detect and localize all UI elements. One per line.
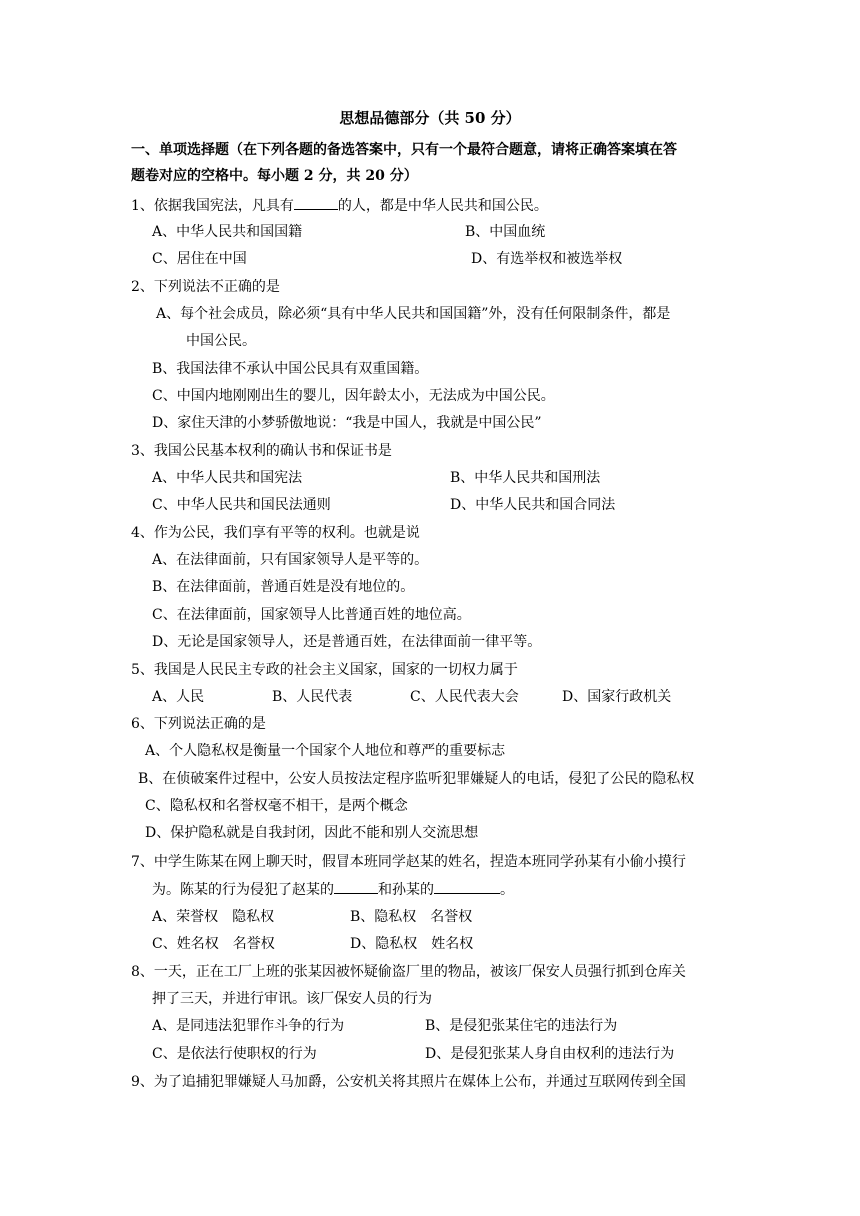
question-7-option-a: A、荣誉权 隐私权 (152, 909, 275, 925)
question-6-option-b: B、在侦破案件过程中，公安人员按法定程序监听犯罪嫌疑人的电话，侵犯了公民的隐私权 (138, 771, 695, 787)
question-1-option-b: B、中国血统 (465, 224, 546, 240)
question-3-option-b: B、中华人民共和国刑法 (450, 470, 601, 486)
question-7-stem-line1: 7、中学生陈某在网上聊天时，假冒本班同学赵某的姓名，捏造本班同学孙某有小偷小摸行 (131, 854, 686, 870)
question-2-option-b: B、我国法律不承认中国公民具有双重国籍。 (152, 361, 429, 377)
answer-blank (434, 879, 500, 894)
question-3-option-c: C、中华人民共和国民法通则 (152, 497, 331, 513)
question-5-option-a: A、人民 (152, 689, 205, 705)
question-6-option-a: A、个人隐私权是衡量一个国家个人地位和尊严的重要标志 (145, 743, 506, 759)
question-1-option-a: A、中华人民共和国国籍 (152, 224, 303, 240)
question-5-option-d: D、国家行政机关 (562, 689, 672, 705)
answer-blank (294, 195, 338, 210)
question-4-option-a: A、在法律面前，只有国家领导人是平等的。 (152, 552, 429, 568)
question-8-option-c: C、是依法行使职权的行为 (152, 1046, 317, 1062)
question-8-option-b: B、是侵犯张某住宅的违法行为 (425, 1018, 618, 1034)
answer-blank (334, 879, 378, 894)
question-5-option-c: C、人民代表大会 (410, 689, 519, 705)
question-5-option-b: B、人民代表 (272, 689, 353, 705)
question-5-stem: 5、我国是人民民主专政的社会主义国家，国家的一切权力属于 (131, 662, 518, 678)
question-2-option-d: D、家住天津的小梦骄傲地说：“我是中国人，我就是中国公民” (152, 415, 542, 431)
question-7-option-b: B、隐私权 名誉权 (350, 909, 473, 925)
section-heading-line2: 题卷对应的空格中。每小题 2 分，共 20 分） (131, 168, 418, 184)
question-4-option-d: D、无论是国家领导人，还是普通百姓，在法律面前一律平等。 (152, 634, 542, 650)
section-heading-line1: 一、单项选择题（在下列各题的备选答案中，只有一个最符合题意，请将正确答案填在答 (131, 142, 677, 158)
question-9-stem-line1: 9、为了追捕犯罪嫌疑人马加爵，公安机关将其照片在媒体上公布，并通过互联网传到全国 (131, 1074, 686, 1090)
question-6-option-d: D、保护隐私就是自我封闭，因此不能和别人交流思想 (145, 825, 479, 841)
page-title: 思想品德部分（共 50 分） (339, 109, 521, 127)
question-8-option-d: D、是侵犯张某人身自由权利的违法行为 (425, 1046, 675, 1062)
question-8-option-a: A、是同违法犯罪作斗争的行为 (152, 1018, 345, 1034)
question-2-option-a-line2: 中国公民。 (186, 333, 256, 349)
question-3-stem: 3、我国公民基本权利的确认书和保证书是 (131, 443, 392, 459)
question-7-stem-part2: 和孙某的 (378, 882, 434, 898)
question-7-stem-line2 (152, 879, 514, 900)
question-2-option-a-line1: A、每个社会成员，除必须“具有中华人民共和国国籍”外，没有任何限制条件，都是 (156, 306, 671, 322)
question-8-stem-line2: 押了三天，并进行审讯。该厂保安人员的行为 (152, 991, 432, 1007)
question-1-option-d: D、有选举权和被选举权 (471, 251, 623, 267)
question-1-stem-part1: 1、依据我国宪法，凡具有 (131, 198, 294, 214)
question-4-option-b: B、在法律面前，普通百姓是没有地位的。 (152, 579, 415, 595)
question-3-option-d: D、中华人民共和国合同法 (450, 497, 616, 513)
question-2-stem: 2、下列说法不正确的是 (131, 279, 280, 295)
question-3-option-a: A、中华人民共和国宪法 (152, 470, 303, 486)
question-7-stem-part1: 为。陈某的行为侵犯了赵某的 (152, 882, 334, 898)
question-1-stem (131, 195, 548, 216)
question-4-option-c: C、在法律面前，国家领导人比普通百姓的地位高。 (152, 607, 471, 623)
question-6-option-c: C、隐私权和名誉权毫不相干，是两个概念 (145, 798, 408, 814)
question-4-stem: 4、作为公民，我们享有平等的权利。也就是说 (131, 525, 420, 541)
question-6-stem: 6、下列说法正确的是 (131, 716, 266, 732)
question-8-stem-line1: 8、一天，正在工厂上班的张某因被怀疑偷盗厂里的物品，被该厂保安人员强行抓到仓库关 (131, 964, 686, 980)
question-2-option-c: C、中国内地刚刚出生的婴儿，因年龄太小，无法成为中国公民。 (152, 388, 555, 404)
question-7-stem-part3: 。 (500, 882, 514, 898)
question-7-option-c: C、姓名权 名誉权 (152, 936, 275, 952)
question-1-stem-part2: 的人，都是中华人民共和国公民。 (337, 198, 548, 214)
question-7-option-d: D、隐私权 姓名权 (350, 936, 474, 952)
question-1-option-c: C、居住在中国 (152, 251, 247, 267)
